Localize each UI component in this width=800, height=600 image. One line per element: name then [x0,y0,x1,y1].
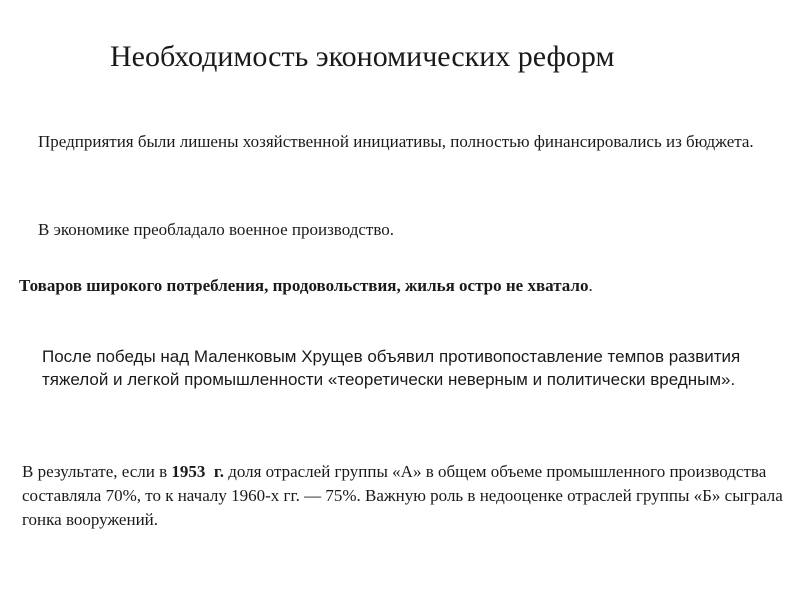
result-rest: доля отраслей группы «А» в общем объеме промышленного производства составляла 70%, то к началу 1960-х гг. — 75%. Важную роль в недооценке отраслей группы «Б» сыграла гонка вооружений. [22,462,783,529]
paragraph-khrushchev: После победы над Маленковым Хрущев объявил противопоставление темпов развития тяжелой и легкой промышленности «теоретически неверным и политически вредным». [42,347,741,389]
slide-title: Необходимость экономических реформ [110,40,615,73]
paragraph-result [22,460,792,532]
result-start: В результате, если в [22,462,172,481]
paragraph-enterprises: Предприятия были лишены хозяйственной инициативы, полностью финансировались из бюджета. [38,132,754,151]
paragraph-shortages [19,274,789,298]
result-gap [205,462,214,481]
paragraph-military-production: В экономике преобладало военное производство. [38,220,394,239]
shortages-period: . [588,276,593,295]
result-year: 1953 [171,462,206,481]
shortages-bold-text: Товаров широкого потребления, продовольствия, жилья остро не хватало [19,276,589,295]
result-year-abbr: г. [213,462,224,481]
